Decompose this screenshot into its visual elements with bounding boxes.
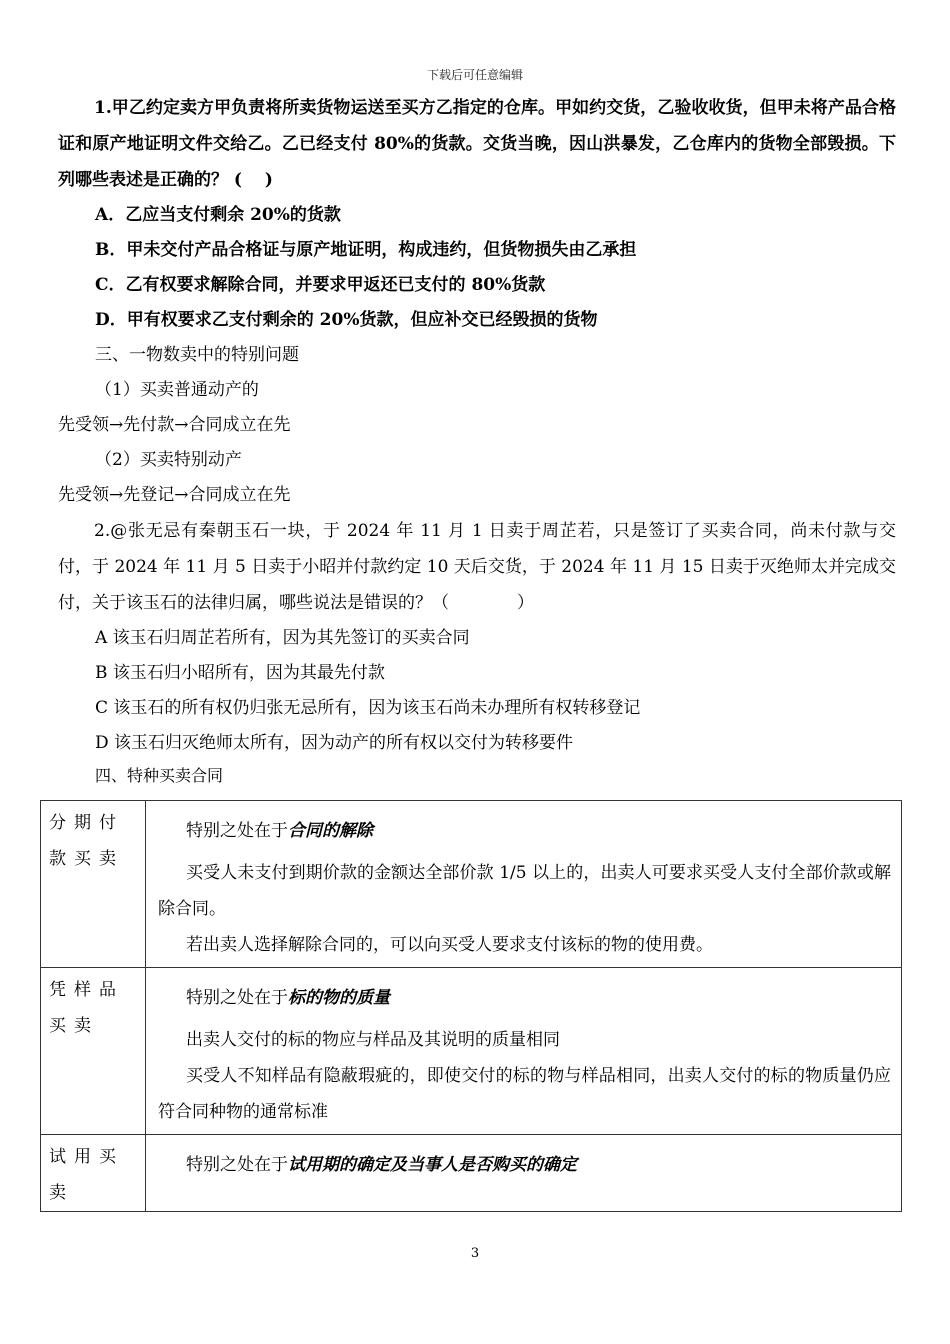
question-2-stem: 2.@张无忌有秦朝玉石一块，于 2024 年 11 月 1 日卖于周芷若，只是签订了买卖合同，尚未付款与交付，于 2024 年 11 月 5 日卖于小昭并付款约定 10 天后交货，于 2024 年 11 月 15 日卖于灭绝师太并完成交付，关于该玉石的法律归属，哪些说法是错误的？（ ）: [58, 521, 896, 613]
question-1-option-c: C．乙有权要求解除合同，并要求甲返还已支付的 80%货款: [95, 275, 546, 295]
special-sales-table: [40, 800, 902, 1212]
section-4-title: 四、特种买卖合同: [95, 766, 224, 785]
page-header: 下载后可任意编辑: [426, 68, 523, 82]
row-focus: [158, 980, 891, 1016]
focus-text: 合同的解除: [288, 821, 373, 841]
focus-text: 标的物的质量: [288, 988, 390, 1008]
row-paragraph: 买受人未支付到期价款的金额达全部价款 1/5 以上的，出卖人可要求买受人支付全部价款或解除合同。: [158, 863, 891, 919]
row-body: [146, 1135, 902, 1212]
focus-prefix: 特别之处在于: [186, 821, 288, 841]
row-label: 分期付款买卖: [41, 801, 146, 968]
row-paragraph: 出卖人交付的标的物应与样品及其说明的质量相同: [186, 1030, 560, 1050]
focus-text: 试用期的确定及当事人是否购买的确定: [288, 1155, 577, 1175]
question-1-option-a: A．乙应当支付剩余 20%的货款: [95, 205, 341, 225]
question-1-stem: 1.甲乙约定卖方甲负责将所卖货物运送至买方乙指定的仓库。甲如约交货，乙验收收货，但甲未将产品合格证和原产地证明文件交给乙。乙已经支付 80%的货款。交货当晚，因山洪暴发，乙仓库内的货物全部毁损。下列哪些表述是正确的？ ( ): [58, 98, 896, 190]
question-2-option-a: A 该玉石归周芷若所有，因为其先签订的买卖合同: [95, 628, 470, 648]
row-focus: [158, 813, 891, 849]
section-3-sub-2: （2）买卖特别动产: [95, 450, 242, 470]
row-label: 凭样品买卖: [41, 968, 146, 1135]
section-3-title: 三、一物数卖中的特别问题: [95, 345, 299, 365]
question-1-option-b: B．甲未交付产品合格证与原产地证明，构成违约，但货物损失由乙承担: [95, 240, 637, 260]
row-label: 试用买卖: [41, 1135, 146, 1212]
document-body: [58, 90, 896, 791]
row-paragraph: 若出卖人选择解除合同的，可以向买受人要求支付该标的物的使用费。: [186, 935, 713, 955]
row-body: [146, 968, 902, 1135]
section-3-rule-2: 先受领→先登记→合同成立在先: [58, 485, 291, 505]
focus-prefix: 特别之处在于: [186, 988, 288, 1008]
table-row: [41, 968, 902, 1135]
section-3-rule-1: 先受领→先付款→合同成立在先: [58, 415, 291, 435]
question-2-option-c: C 该玉石的所有权仍归张无忌所有，因为该玉石尚未办理所有权转移登记: [95, 698, 641, 718]
focus-prefix: 特别之处在于: [186, 1155, 288, 1175]
page-number: 3: [470, 1246, 480, 1261]
question-1-option-d: D．甲有权要求乙支付剩余的 20%货款，但应补交已经毁损的货物: [95, 310, 598, 330]
section-3-sub-1: （1）买卖普通动产的: [95, 380, 259, 400]
row-focus: [158, 1147, 891, 1183]
table-row: [41, 1135, 902, 1212]
table-row: [41, 801, 902, 968]
row-body: [146, 801, 902, 968]
row-paragraph: 买受人不知样品有隐蔽瑕疵的，即使交付的标的物与样品相同，出卖人交付的标的物质量仍应符合同种物的通常标准: [158, 1066, 891, 1122]
question-2-option-b: B 该玉石归小昭所有，因为其最先付款: [95, 663, 385, 683]
question-2-option-d: D 该玉石归灭绝师太所有，因为动产的所有权以交付为转移要件: [95, 733, 574, 753]
